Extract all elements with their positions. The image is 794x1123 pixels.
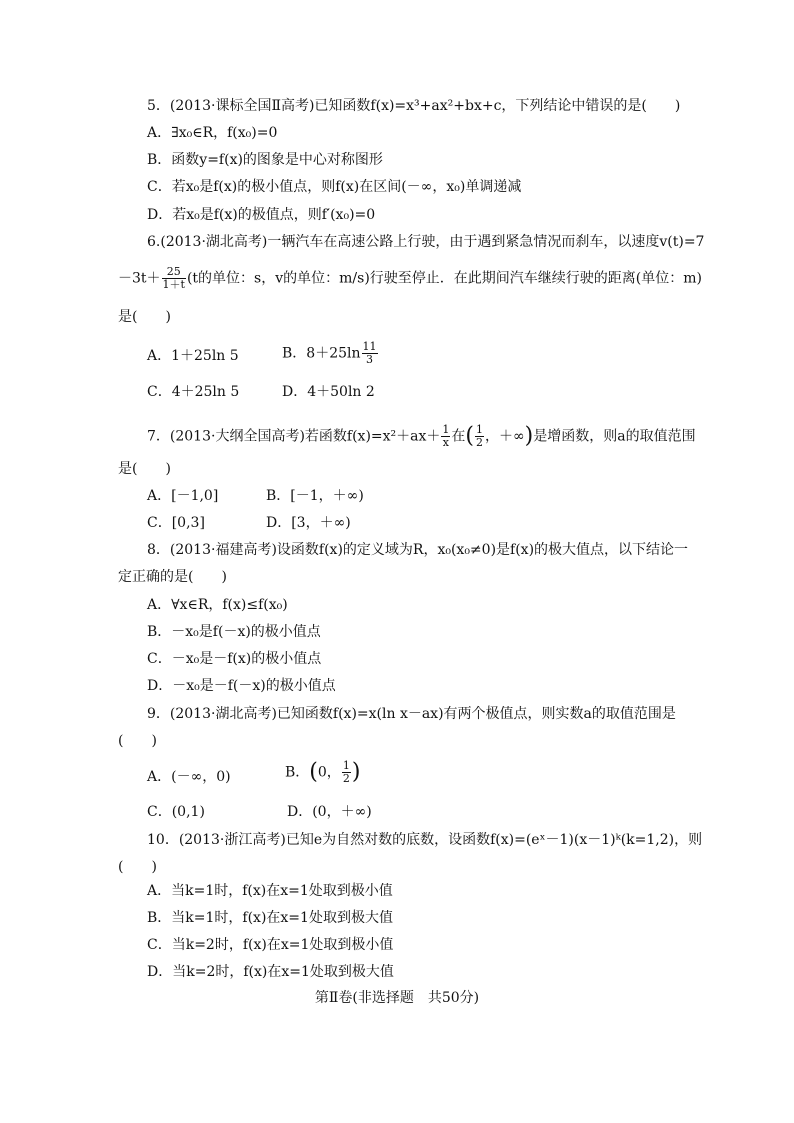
q7-frac1-denominator: x xyxy=(442,436,450,449)
q10-stem-line1: 10．(2013·浙江高考)已知e为自然对数的底数，设函数f(x)=(eˣ－1)(x－1)ᵏ(k=1,2)，则 xyxy=(147,832,703,848)
q5-option-d: D．若x₀是f(x)的极值点，则f′(x₀)=0 xyxy=(147,207,376,223)
q9-option-b-numerator: 1 xyxy=(342,759,350,772)
q6-option-b-fraction xyxy=(362,341,378,366)
q9-stem-line2: ( ) xyxy=(118,733,157,749)
q6-stem-line2 xyxy=(118,266,702,291)
q6-option-c: C．4＋25ln 5 xyxy=(147,384,240,400)
q6-frac-numerator: 25 xyxy=(162,266,186,279)
q7-frac2-numerator: 1 xyxy=(476,423,483,436)
q6-option-b-denominator: 3 xyxy=(366,353,374,366)
q9-stem-line1: 9．(2013·湖北高考)已知函数f(x)=x(ln x－ax)有两个极值点，则实数a的取值范围是 xyxy=(147,706,676,722)
q10-option-d: D．当k=2时，f(x)在x=1处取到极大值 xyxy=(147,964,394,980)
q9-option-b xyxy=(285,760,360,785)
q6-stem-line3: 是( ) xyxy=(118,309,171,325)
q7-option-b: B．[－1，＋∞) xyxy=(266,488,364,504)
q6-option-a: A．1＋25ln 5 xyxy=(147,348,239,364)
q9-option-b-label: B． xyxy=(285,764,310,781)
q5-stem: 5．(2013·课标全国Ⅱ高考)已知函数f(x)=x³+ax²+bx+c，下列结论中错误的是( ) xyxy=(147,98,681,114)
section-heading: 第Ⅱ卷(非选择题 共50分) xyxy=(314,990,480,1006)
q9-option-b-zero: 0， xyxy=(317,764,341,781)
q10-option-b: B．当k=1时，f(x)在x=1处取到极大值 xyxy=(147,910,393,926)
q5-option-a: A．∃x₀∈R，f(x₀)=0 xyxy=(147,125,278,141)
q7-fraction-1-over-x xyxy=(441,424,450,449)
q10-option-c: C．当k=2时，f(x)在x=1处取到极小值 xyxy=(147,937,394,953)
q7-option-d: D．[3，＋∞) xyxy=(266,515,351,531)
q9-option-c: C．(0,1) xyxy=(147,804,205,820)
q9-open-paren: ( xyxy=(309,759,318,785)
q7-close-paren: ) xyxy=(524,423,534,449)
q9-option-a: A．(－∞，0) xyxy=(147,769,231,785)
q9-option-b-denominator: 2 xyxy=(342,772,350,785)
q8-stem-line2: 定正确的是( ) xyxy=(118,569,227,585)
q5-option-c: C．若x₀是f(x)的极小值点，则f(x)在区间(－∞，x₀)单调递减 xyxy=(147,179,522,195)
q9-close-paren: ) xyxy=(351,759,361,785)
q7-interval-end: ，＋∞ xyxy=(485,428,525,445)
q6-stem-line1: 6.(2013·湖北高考)一辆汽车在高速公路上行驶，由于遇到紧急情况而刹车，以速度v(t)=7 xyxy=(147,234,705,250)
q9-option-d: D．(0，＋∞) xyxy=(287,804,372,820)
q7-stem-pre: 7．(2013·大纲全国高考)若函数f(x)=x²＋ax＋ xyxy=(147,428,441,445)
q6-option-b-text: B．8＋25ln xyxy=(282,345,361,362)
q6-stem-pre: －3t＋ xyxy=(118,270,161,287)
q7-stem-tail: 是增函数，则a的取值范围 xyxy=(533,428,696,445)
q6-frac-denominator: 1＋t xyxy=(162,278,185,291)
q7-frac2-denominator: 2 xyxy=(476,436,483,449)
q7-frac1-numerator: 1 xyxy=(442,423,450,436)
q7-stem-mid: 在 xyxy=(451,428,466,445)
q6-option-b xyxy=(282,341,379,366)
q7-stem-line1 xyxy=(147,424,696,449)
q7-option-c: C．[0,3] xyxy=(147,515,205,531)
q8-option-a: A．∀x∈R，f(x)≤f(x₀) xyxy=(147,597,288,613)
q8-option-c: C．－x₀是－f(x)的极小值点 xyxy=(147,651,322,667)
q7-stem-line2: 是( ) xyxy=(118,461,171,477)
q9-option-b-fraction xyxy=(342,760,351,785)
q8-option-d: D．－x₀是－f(－x)的极小值点 xyxy=(147,678,336,694)
q7-option-a: A．[－1,0] xyxy=(147,488,219,504)
q8-option-b: B．－x₀是f(－x)的极小值点 xyxy=(147,624,321,640)
q8-stem-line1: 8．(2013·福建高考)设函数f(x)的定义域为R，x₀(x₀≠0)是f(x)的极大值点，以下结论一 xyxy=(147,542,689,558)
q6-stem-post: (t的单位：s，v的单位：m/s)行驶至停止．在此期间汽车继续行驶的距离(单位：m) xyxy=(186,270,702,287)
q10-option-a: A．当k=1时，f(x)在x=1处取到极小值 xyxy=(147,883,393,899)
q7-fraction-half xyxy=(475,424,484,449)
q6-fraction xyxy=(162,266,186,291)
q10-stem-line2: ( ) xyxy=(118,859,157,875)
q5-option-b: B．函数y=f(x)的图象是中心对称图形 xyxy=(147,152,383,168)
q7-open-paren: ( xyxy=(465,423,474,449)
q6-option-b-numerator: 11 xyxy=(362,340,377,353)
q6-option-d: D．4＋50ln 2 xyxy=(282,384,375,400)
